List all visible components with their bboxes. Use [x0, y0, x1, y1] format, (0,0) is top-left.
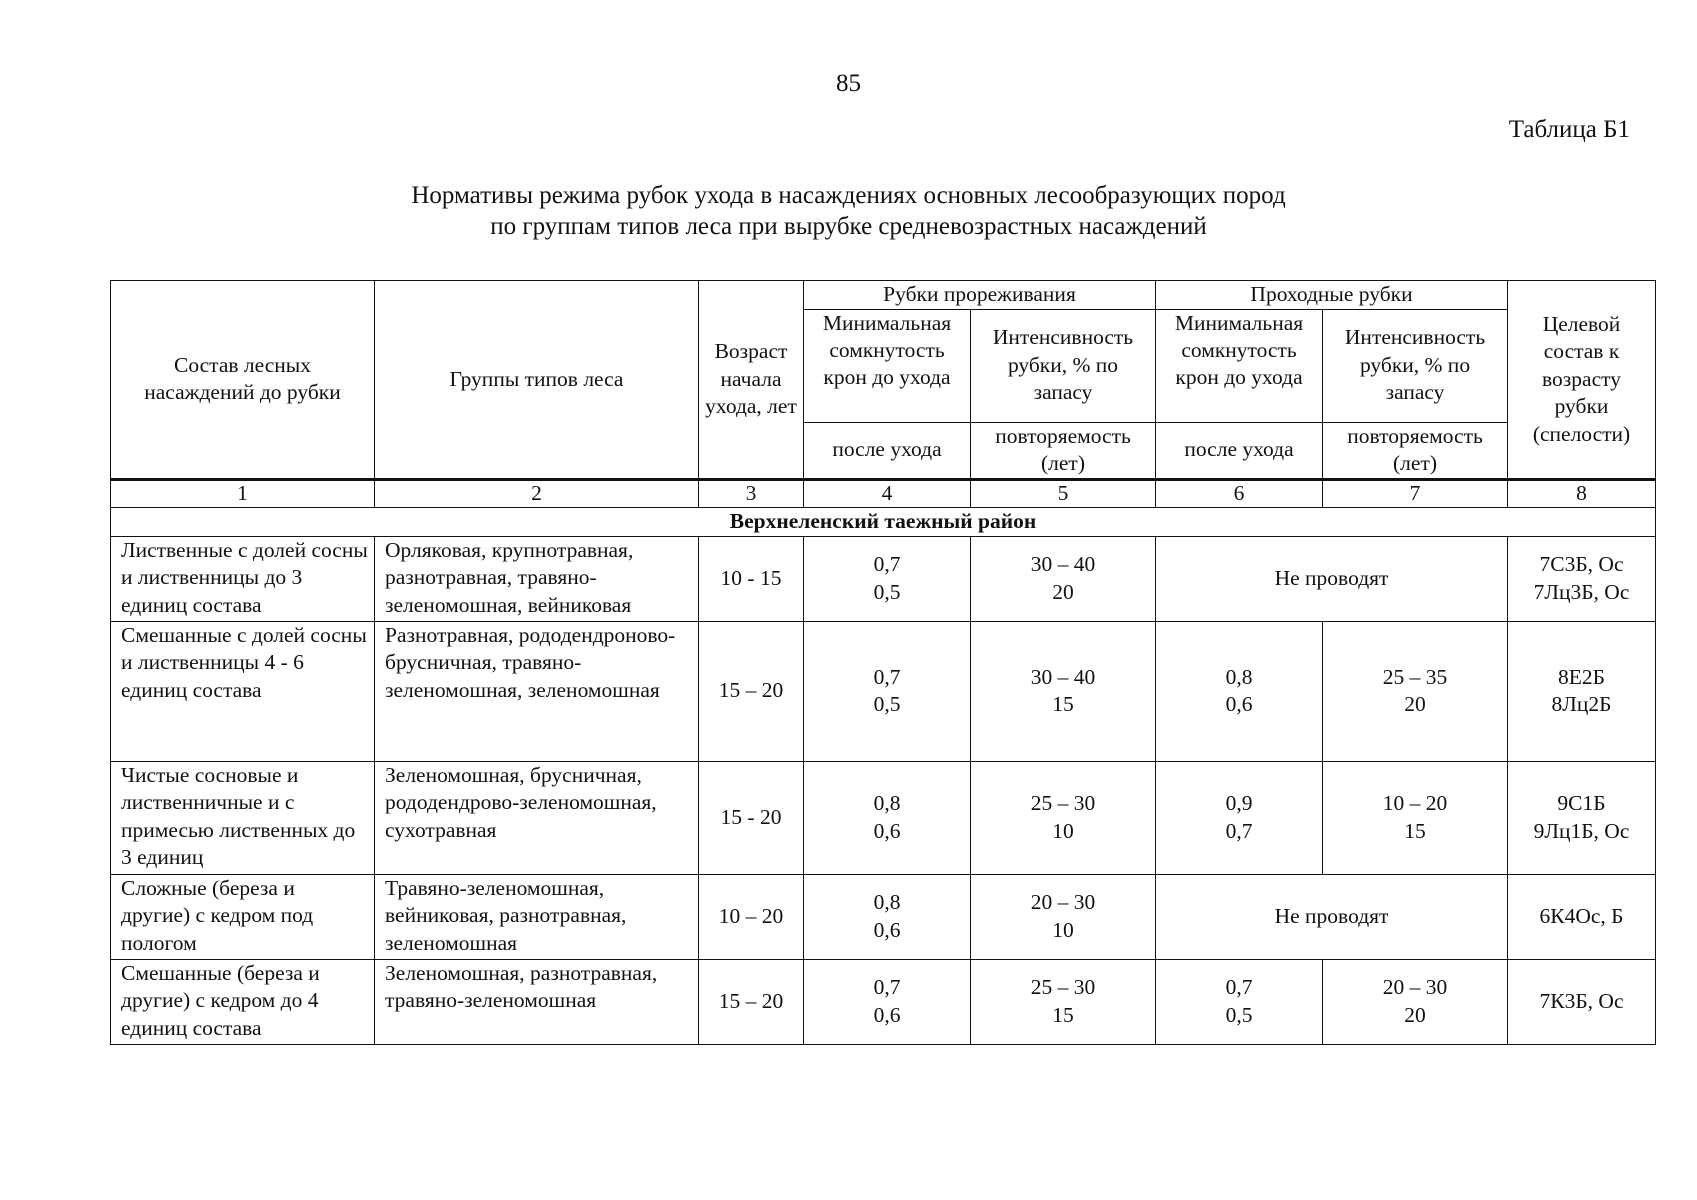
composition-cell: Смешанные с долей сосны и лиственницы 4 - 6 единиц состава	[111, 621, 375, 761]
passage-intensity-cell-line: 15	[1404, 818, 1426, 843]
table-title-line-2: по группам типов леса при вырубке средневозрастных насаждений	[490, 213, 1207, 240]
region-row	[111, 507, 1656, 536]
header-thin-intensity: Интенсивность рубки, % по запасу	[971, 309, 1156, 422]
thinning-closure-cell-line: 0,7	[873, 664, 901, 689]
thinning-intensity-cell-line: 25 – 30	[1030, 791, 1096, 815]
table-row	[111, 959, 1656, 1044]
passage-closure-cell	[1156, 621, 1323, 761]
forest-groups-cell: Травяно-зеленомошная, вейниковая, разнотравная, зеленомошная	[375, 874, 699, 959]
thinning-intensity-cell-line: 10	[1052, 917, 1074, 942]
thinning-closure-cell-line: 0,5	[873, 692, 901, 716]
thinning-closure-cell	[804, 536, 971, 621]
target-composition-cell	[1508, 621, 1656, 761]
start-age-cell: 15 - 20	[699, 761, 804, 874]
passage-intensity-cell-line: 20	[1404, 1002, 1426, 1027]
thinning-intensity-cell	[971, 874, 1156, 959]
forest-groups-cell: Орляковая, крупнотравная, разнотравная, травяно-зеленомошная, вейниковая	[375, 536, 699, 621]
thinning-intensity-cell	[971, 761, 1156, 874]
thinning-intensity-cell-line: 20 – 30	[1030, 890, 1096, 914]
thinning-intensity-cell-line: 30 – 40	[1030, 664, 1096, 689]
header-pass-intensity: Интенсивность рубки, % по запасу	[1323, 309, 1508, 422]
thinning-intensity-cell-line: 15	[1052, 692, 1074, 716]
target-composition-cell-line: 6К4Ос, Б	[1539, 903, 1624, 928]
header-target: Целевой состав к возрасту рубки (спелости)	[1508, 281, 1656, 480]
header-thinning: Рубки прореживания	[804, 281, 1156, 310]
target-composition-cell	[1508, 536, 1656, 621]
passage-intensity-cell-line: 10 – 20	[1382, 791, 1448, 815]
column-number: 6	[1156, 479, 1323, 507]
start-age-cell: 15 – 20	[699, 621, 804, 761]
passage-closure-cell-line: 0,8	[1225, 664, 1253, 689]
target-composition-cell-line: 9Лц1Б, Ос	[1533, 818, 1630, 843]
header-passage: Проходные рубки	[1156, 281, 1508, 310]
target-composition-cell-line: 7К3Б, Ос	[1539, 988, 1624, 1013]
thinning-intensity-cell	[971, 621, 1156, 761]
table-row	[111, 621, 1656, 761]
column-number: 1	[111, 479, 375, 507]
thinning-closure-cell-line: 0,8	[873, 791, 901, 815]
thinning-closure-cell	[804, 621, 971, 761]
thinning-closure-cell-line: 0,5	[873, 579, 901, 604]
passage-not-applied-cell: Не проводят	[1156, 536, 1508, 621]
passage-closure-cell-line: 0,7	[1225, 818, 1253, 843]
column-number: 2	[375, 479, 699, 507]
thinning-intensity-cell-line: 10	[1052, 818, 1074, 843]
passage-closure-cell-line: 0,9	[1225, 791, 1253, 815]
target-composition-cell-line: 8Лц2Б	[1551, 692, 1612, 716]
passage-closure-cell	[1156, 761, 1323, 874]
target-composition-cell	[1508, 761, 1656, 874]
forest-groups-cell: Зеленомошная, разнотравная, травяно-зеленомошная	[375, 959, 699, 1044]
passage-intensity-cell-line: 25 – 35	[1382, 664, 1448, 689]
column-number: 3	[699, 479, 804, 507]
thinning-intensity-cell	[971, 959, 1156, 1044]
target-composition-cell	[1508, 874, 1656, 959]
forest-groups-cell: Зеленомошная, брусничная, рододендрово-зеленомошная, сухотравная	[375, 761, 699, 874]
thinning-intensity-cell-line: 30 – 40	[1030, 552, 1096, 576]
region-heading: Верхнеленский таежный район	[111, 507, 1656, 536]
thinning-intensity-cell-line: 20	[1052, 579, 1074, 604]
passage-intensity-cell-line: 20 – 30	[1382, 975, 1448, 999]
thinning-closure-cell-line: 0,6	[873, 818, 901, 843]
header-pass-after-care: после ухода	[1156, 422, 1323, 479]
forest-groups-cell: Разнотравная, рододендроново-брусничная, травяно-зеленомошная, зеленомошная	[375, 621, 699, 761]
passage-closure-cell-line: 0,7	[1225, 975, 1253, 999]
passage-intensity-cell	[1323, 959, 1508, 1044]
column-number: 8	[1508, 479, 1656, 507]
header-thin-repeat: повторяемость (лет)	[971, 422, 1156, 479]
norms-table	[110, 280, 1656, 1045]
target-composition-cell-line: 9С1Б	[1557, 791, 1606, 815]
thinning-intensity-cell-line: 25 – 30	[1030, 975, 1096, 999]
thinning-closure-cell-line: 0,8	[873, 890, 901, 914]
thinning-intensity-cell	[971, 536, 1156, 621]
table-label: Таблица Б1	[1508, 116, 1630, 143]
header-pass-min-closure: Минимальная сомкнутость крон до ухода	[1156, 309, 1323, 422]
composition-cell: Сложные (береза и другие) с кедром под пологом	[111, 874, 375, 959]
composition-cell: Чистые сосновые и лиственничные и с примесью лиственных до 3 единиц	[111, 761, 375, 874]
start-age-cell: 10 - 15	[699, 536, 804, 621]
header-composition: Состав лесных насаждений до рубки	[111, 281, 375, 480]
composition-cell: Лиственные с долей сосны и лиственницы до 3 единиц состава	[111, 536, 375, 621]
thinning-closure-cell	[804, 874, 971, 959]
header-row-1	[111, 281, 1656, 310]
column-number: 4	[804, 479, 971, 507]
target-composition-cell-line: 7Лц3Б, Ос	[1533, 579, 1630, 604]
header-pass-repeat: повторяемость (лет)	[1323, 422, 1508, 479]
thinning-closure-cell-line: 0,6	[873, 1002, 901, 1027]
table-row	[111, 536, 1656, 621]
thinning-closure-cell-line: 0,7	[873, 552, 901, 576]
page-number: 85	[836, 70, 861, 97]
target-composition-cell-line: 7С3Б, Ос	[1539, 552, 1624, 576]
passage-closure-cell	[1156, 959, 1323, 1044]
target-composition-cell-line: 8Е2Б	[1558, 664, 1605, 689]
thinning-closure-cell	[804, 761, 971, 874]
table-title	[0, 180, 1697, 242]
target-composition-cell	[1508, 959, 1656, 1044]
passage-not-applied-cell: Не проводят	[1156, 874, 1508, 959]
header-start-age: Возраст начала ухода, лет	[699, 281, 804, 480]
thinning-intensity-cell-line: 15	[1052, 1002, 1074, 1027]
header-thin-min-closure: Минимальная сомкнутость крон до ухода	[804, 309, 971, 422]
column-number-row	[111, 479, 1656, 507]
thinning-closure-cell-line: 0,7	[873, 975, 901, 999]
column-number: 7	[1323, 479, 1508, 507]
header-forest-groups: Группы типов леса	[375, 281, 699, 480]
passage-intensity-cell	[1323, 761, 1508, 874]
thinning-closure-cell	[804, 959, 971, 1044]
composition-cell: Смешанные (береза и другие) с кедром до 4 единиц состава	[111, 959, 375, 1044]
table-row	[111, 874, 1656, 959]
header-thin-after-care: после ухода	[804, 422, 971, 479]
start-age-cell: 10 – 20	[699, 874, 804, 959]
passage-closure-cell-line: 0,6	[1225, 692, 1253, 716]
passage-intensity-cell	[1323, 621, 1508, 761]
passage-intensity-cell-line: 20	[1404, 692, 1426, 716]
table-row	[111, 761, 1656, 874]
passage-closure-cell-line: 0,5	[1225, 1002, 1253, 1027]
start-age-cell: 15 – 20	[699, 959, 804, 1044]
thinning-closure-cell-line: 0,6	[873, 917, 901, 942]
column-number: 5	[971, 479, 1156, 507]
table-title-line-1: Нормативы режима рубок ухода в насаждениях основных лесообразующих пород	[411, 182, 1286, 209]
